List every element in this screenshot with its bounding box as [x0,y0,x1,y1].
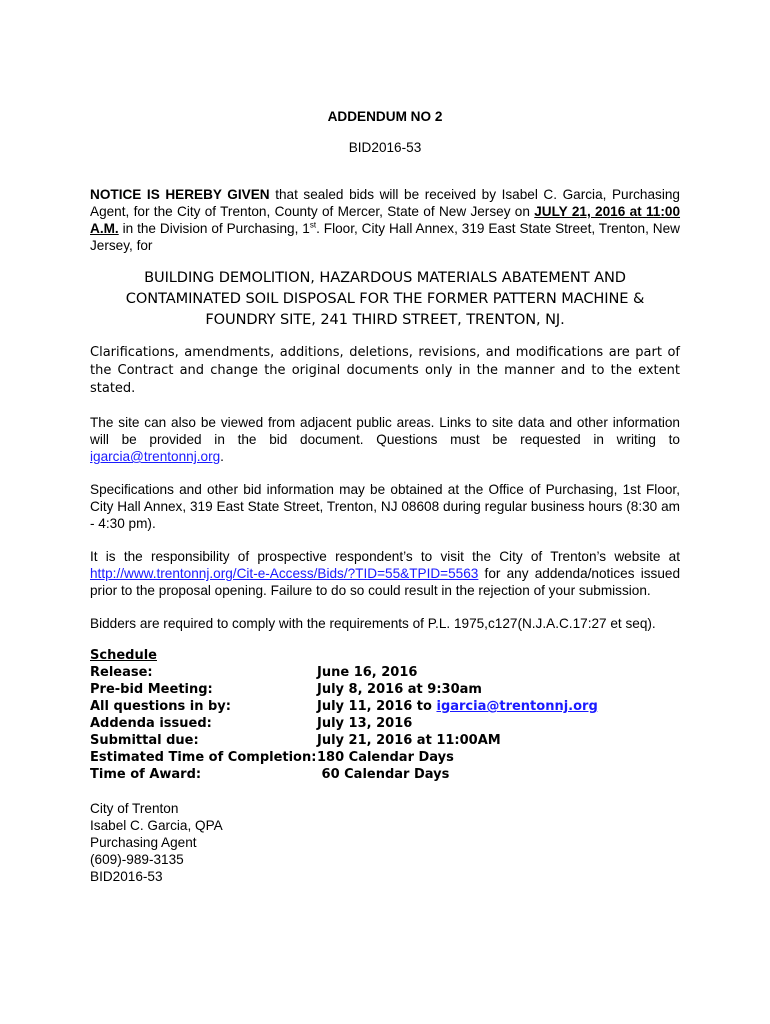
schedule-value: July 8, 2016 at 9:30am [317,682,482,697]
document-title: ADDENDUM NO 2 [327,109,443,124]
notice-lead: NOTICE IS HEREBY GIVEN [90,187,270,202]
schedule-row [90,749,680,766]
contact-email-link[interactable]: igarcia@trentonnj.org [90,449,221,464]
notice-text-1: that sealed bids will be received by Isabel C. Garcia, Purchasing Agent, for the City of Trenton, County of Mercer, State of New Jersey on [90,187,680,219]
schedule-heading: Schedule [90,648,157,663]
project-title: BUILDING DEMOLITION, HAZARDOUS MATERIALS ABATEMENT AND CONTAMINATED SOIL DISPOSAL FOR THE FORMER PATTERN MACHINE & FOUNDRY SITE, 241 THIRD STREET, TRENTON, NJ. [125,269,645,328]
bid-number: BID2016-53 [348,140,422,155]
schedule-value: July 13, 2016 [317,716,413,731]
schedule-label: Submittal due: [90,733,199,748]
schedule-value: June 16, 2016 [317,665,418,680]
site-text-end: . [220,449,224,464]
schedule-value: 180 Calendar Days [317,750,454,765]
schedule-label: Release: [90,665,153,680]
document-page [90,108,680,885]
questions-email-link[interactable]: igarcia@trentonnj.org [436,699,598,714]
schedule-value: 60 Calendar Days [317,767,450,782]
schedule-row [90,732,680,749]
schedule-value-with-link [317,698,680,715]
schedule-value: July 21, 2016 at 11:00AM [317,733,501,748]
schedule-label: Pre-bid Meeting: [90,682,213,697]
floor-superscript: st [309,220,317,230]
notice-paragraph [90,186,680,254]
specifications-paragraph: Specifications and other bid information may be obtained at the Office of Purchasing, 1st Floor, City Hall Annex, 319 East State Street, Trenton, NJ 08608 during regular business hours (8:30 am - 4:30 pm). [90,482,680,531]
schedule-value: July 11, 2016 to [317,699,437,714]
notice-text-3: . Floor, City Hall Annex, 319 East State Street, Trenton, New Jersey, for [90,221,680,253]
signature-line: City of Trenton [90,801,179,816]
responsibility-paragraph [90,548,680,599]
responsibility-text-2: for any addenda/notices issued prior to the proposal opening. Failure to do so could result in the rejection of your submission. [90,566,680,598]
bids-website-link[interactable]: http://www.trentonnj.org/Cit-e-Access/Bids/?TID=55&TPID=5563 [90,566,479,581]
site-paragraph [90,414,680,465]
schedule-row [90,698,680,715]
signature-line: Isabel C. Garcia, QPA [90,818,223,833]
schedule-label: Time of Award: [90,767,202,782]
signature-line: BID2016-53 [90,869,163,884]
notice-text-2: in the Division of Purchasing, 1 [118,221,310,236]
schedule-label: Estimated Time of Completion: [90,750,317,765]
signature-block [90,800,680,885]
schedule-row [90,664,680,681]
schedule-row [90,715,680,732]
responsibility-text-1: It is the responsibility of prospective respondent’s to visit the City of Trenton’s website at [90,549,680,564]
schedule-section [90,647,680,783]
bid-due-date: JULY 21, 2016 at 11:00 A.M. [90,204,681,236]
compliance-paragraph: Bidders are required to comply with the requirements of P.L. 1975,c127(N.J.A.C.17:27 et seq). [90,616,656,631]
signature-line: (609)-989-3135 [90,852,184,867]
schedule-label: Addenda issued: [90,716,212,731]
schedule-row [90,681,680,698]
signature-line: Purchasing Agent [90,835,197,850]
schedule-label: All questions in by: [90,699,231,714]
site-text: The site can also be viewed from adjacent public areas. Links to site data and other information will be provided in the bid document. Questions must be requested in writing to [90,415,680,447]
schedule-row [90,766,680,783]
clarifications-paragraph: Clarifications, amendments, additions, deletions, revisions, and modifications are part of the Contract and change the original documents only in the manner and to the extent stated. [90,345,680,396]
